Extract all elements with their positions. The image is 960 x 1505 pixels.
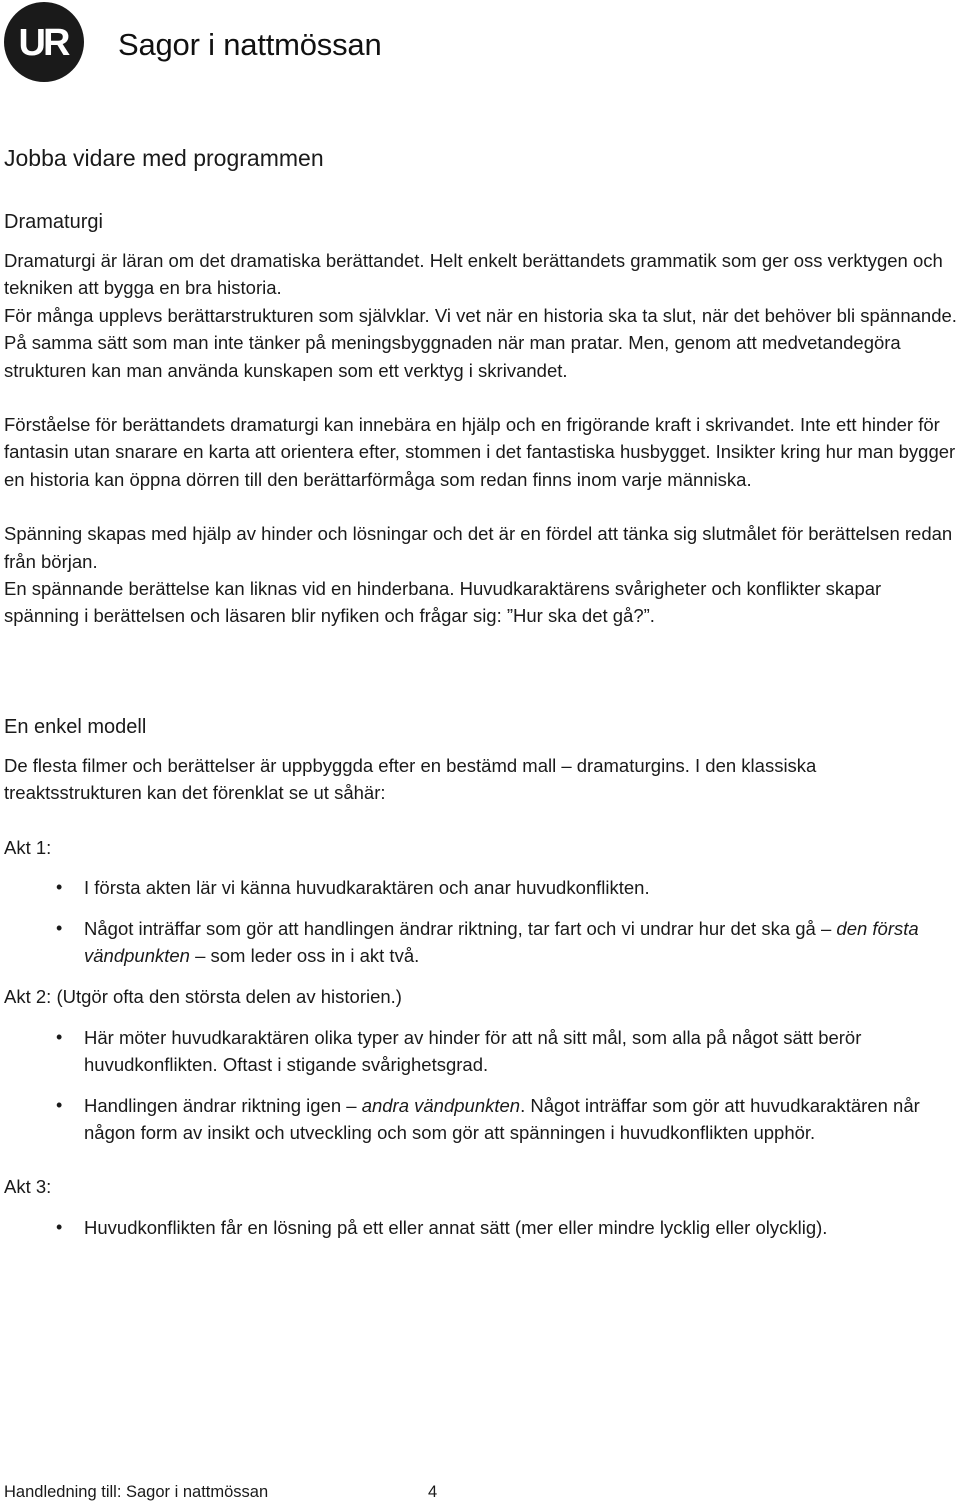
main-content bbox=[4, 143, 958, 1241]
section-title-dramaturgi: Dramaturgi bbox=[4, 211, 103, 233]
paragraph: För många upplevs berättarstrukturen som självklar. Vi vet när en historia ska ta slut, när det behöver bli spännande. På samma sätt som man inte tänker på meningsbyggnaden när man pratar. Men, genom att medvetandegöra strukturen kan man använda kunskapen som ett verktyg i skrivandet. bbox=[4, 304, 957, 381]
list-item: • Något inträffar som gör att handlingen ändrar riktning, tar fart och vi undrar hur det ska gå – den första vändpunkten – som leder oss in i akt två. bbox=[4, 915, 958, 970]
footer bbox=[4, 1481, 464, 1503]
bullet-list bbox=[4, 1214, 958, 1241]
list-item: • Här möter huvudkaraktären olika typer av hinder för att nå sitt mål, som alla på något sätt berör huvudkonflikten. Oftast i stigande svårighetsgrad. bbox=[4, 1024, 958, 1079]
act-label: Akt 3: bbox=[4, 1176, 52, 1198]
emphasis: den första vändpunkten bbox=[84, 917, 919, 966]
page-heading: Jobba vidare med programmen bbox=[4, 145, 324, 171]
section-title-modell: En enkel modell bbox=[4, 715, 147, 738]
svg-text:UR: UR bbox=[18, 22, 68, 64]
paragraph: Dramaturgi är läran om det dramatiska berättandet. Helt enkelt berättandets grammatik som ger oss verktygen och tekniken att bygga en bra historia. bbox=[4, 250, 943, 299]
list-item: • Handlingen ändrar riktning igen – andra vändpunkten. Något inträffar som gör att huvudkaraktären når någon form av insikt och utveckling och som gör att spänningen i huvudkonflikten upphör. bbox=[4, 1092, 958, 1147]
paragraph: Spänning skapas med hjälp av hinder och lösningar och det är en fördel att tänka sig slutmålet för berättelsen redan från början. bbox=[4, 523, 953, 572]
bullet-list bbox=[4, 874, 958, 969]
act-label: Akt 2: (Utgör ofta den största delen av historien.) bbox=[4, 986, 402, 1008]
paragraph: En spännande berättelse kan liknas vid en hinderbana. Huvudkaraktärens svårigheter och konflikter skapar spänning i berättelsen och läsaren blir nyfiken och frågar sig: ”Hur ska det gå?”. bbox=[4, 578, 882, 627]
paragraph: De flesta filmer och berättelser är uppbyggda efter en bestämd mall – dramaturgins. I den klassiska treaktsstrukturen kan det förenklat se ut såhär: bbox=[4, 754, 817, 804]
list-item: • Huvudkonflikten får en lösning på ett eller annat sätt (mer eller mindre lycklig eller olycklig). bbox=[4, 1214, 958, 1241]
emphasis: andra vändpunkten bbox=[361, 1094, 521, 1116]
bullet-list bbox=[4, 1024, 958, 1147]
page-number: 4 bbox=[428, 1483, 438, 1501]
paragraph: Förståelse för berättandets dramaturgi kan innebära en hjälp och en frigörande kraft i skrivandet. Inte ett hinder för fantasin utan snarare en karta att orientera efter, stommen i det fantastiska husbygget. Insikter kring hur man bygger en historia kan öppna dörren till den berättarförmåga som redan finns inom varje människa. bbox=[4, 414, 956, 490]
header bbox=[4, 0, 382, 84]
document-title: Sagor i nattmössan bbox=[118, 27, 382, 62]
footer-text: Handledning till: Sagor i nattmössan bbox=[4, 1483, 269, 1501]
ur-logo-icon bbox=[4, 2, 84, 82]
act-label: Akt 1: bbox=[4, 836, 52, 858]
list-item: • I första akten lär vi känna huvudkaraktären och anar huvudkonflikten. bbox=[4, 874, 958, 901]
